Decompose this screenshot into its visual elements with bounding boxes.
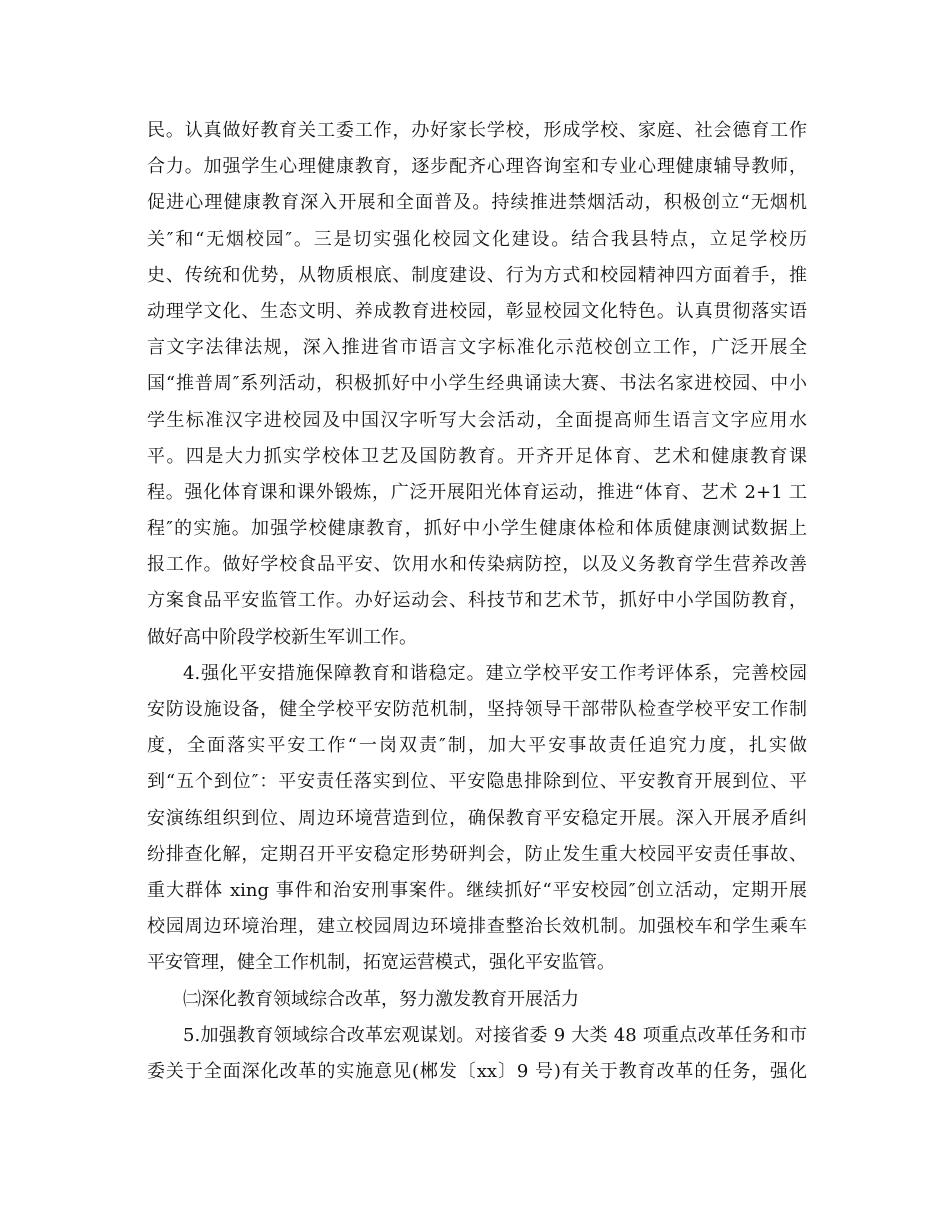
text-line: 合力。加强学生心理健康教育，逐步配齐心理咨询室和专业心理健康辅导教师， <box>147 156 807 178</box>
paragraph-start-line: 4.强化平安措施保障教育和谐稳定。建立学校平安工作考评体系，完善校园 <box>183 662 807 684</box>
paragraph-start-line: 5.加强教育领域综合改革宏观谋划。对接省委 9 大类 48 项重点改革任务和市 <box>183 1024 807 1046</box>
text-line: 纷排查化解，定期召开平安稳定形势研判会，防止发生重大校园平安责任事故、 <box>147 843 807 865</box>
text-line: 到“五个到位″：平安责任落实到位、平安隐患排除到位、平安教育开展到位、平 <box>147 771 807 793</box>
text-line: 动理学文化、生态文明、养成教育进校园，彰显校园文化特色。认真贯彻落实语 <box>147 300 807 322</box>
text-line: 学生标准汉字进校园及中国汉字听写大会活动，全面提高师生语言文字应用水 <box>147 409 807 431</box>
paragraph-end-line: 平安管理，健全工作机制，拓宽运营模式，强化平安监管。 <box>147 952 615 974</box>
text-line: 委关于全面深化改革的实施意见(郴发〔xx〕9 号)有关于教育改革的任务，强化 <box>147 1060 807 1082</box>
text-line: 安防设施设备，健全学校平安防范机制，坚持领导干部带队检查学校平安工作制 <box>147 699 807 720</box>
text-line: 民。认真做好教育关工委工作，办好家长学校，形成学校、家庭、社会德育工作 <box>147 120 807 141</box>
text-line: 校园周边环境治理，建立校园周边环境排查整治长效机制。加强校车和学生乘车 <box>147 916 807 938</box>
document-body <box>147 113 807 1090</box>
text-line: 程″的实施。加强学校健康教育，抓好中小学生健康体检和体质健康测试数据上 <box>147 518 807 540</box>
text-line: 度，全面落实平安工作“一岗双责″制，加大平安事故责任追究力度，扎实做 <box>147 735 807 757</box>
text-line: 言文字法律法规，深入推进省市语言文字标准化示范校创立工作，广泛开展全 <box>147 337 807 359</box>
text-line: 程。强化体育课和课外锻炼，广泛开展阳光体育运动，推进“体育、艺术 2+1 工 <box>147 481 807 503</box>
text-line: 方案食品平安监管工作。办好运动会、科技节和艺术节，抓好中小学国防教育， <box>147 590 807 612</box>
text-line: 国“推普周″系列活动，积极抓好中小学生经典诵读大赛、书法名家进校园、中小 <box>147 373 807 395</box>
paragraph-end-line: 做好高中阶段学校新生军训工作。 <box>147 626 417 648</box>
text-line: 史、传统和优势，从物质根底、制度建设、行为方式和校园精神四方面着手，推 <box>147 264 807 286</box>
text-line: 报工作。做好学校食品平安、饮用水和传染病防控，以及义务教育学生营养改善 <box>147 554 807 576</box>
section-heading: ㈡深化教育领域综合改革，努力激发教育开展活力 <box>183 988 579 1010</box>
text-line: 平。四是大力抓实学校体卫艺及国防教育。开齐开足体育、艺术和健康教育课 <box>147 445 807 467</box>
text-line: 安演练组织到位、周边环境营造到位，确保教育平安稳定开展。深入开展矛盾纠 <box>147 807 807 829</box>
text-line: 重大群体 xing 事件和治安刑事案件。继续抓好“平安校园″创立活动，定期开展 <box>147 879 807 901</box>
text-line: 促进心理健康教育深入开展和全面普及。持续推进禁烟活动，积极创立“无烟机 <box>147 192 807 214</box>
text-line: 关″和“无烟校园″。三是切实强化校园文化建设。结合我县特点，立足学校历 <box>147 228 807 250</box>
